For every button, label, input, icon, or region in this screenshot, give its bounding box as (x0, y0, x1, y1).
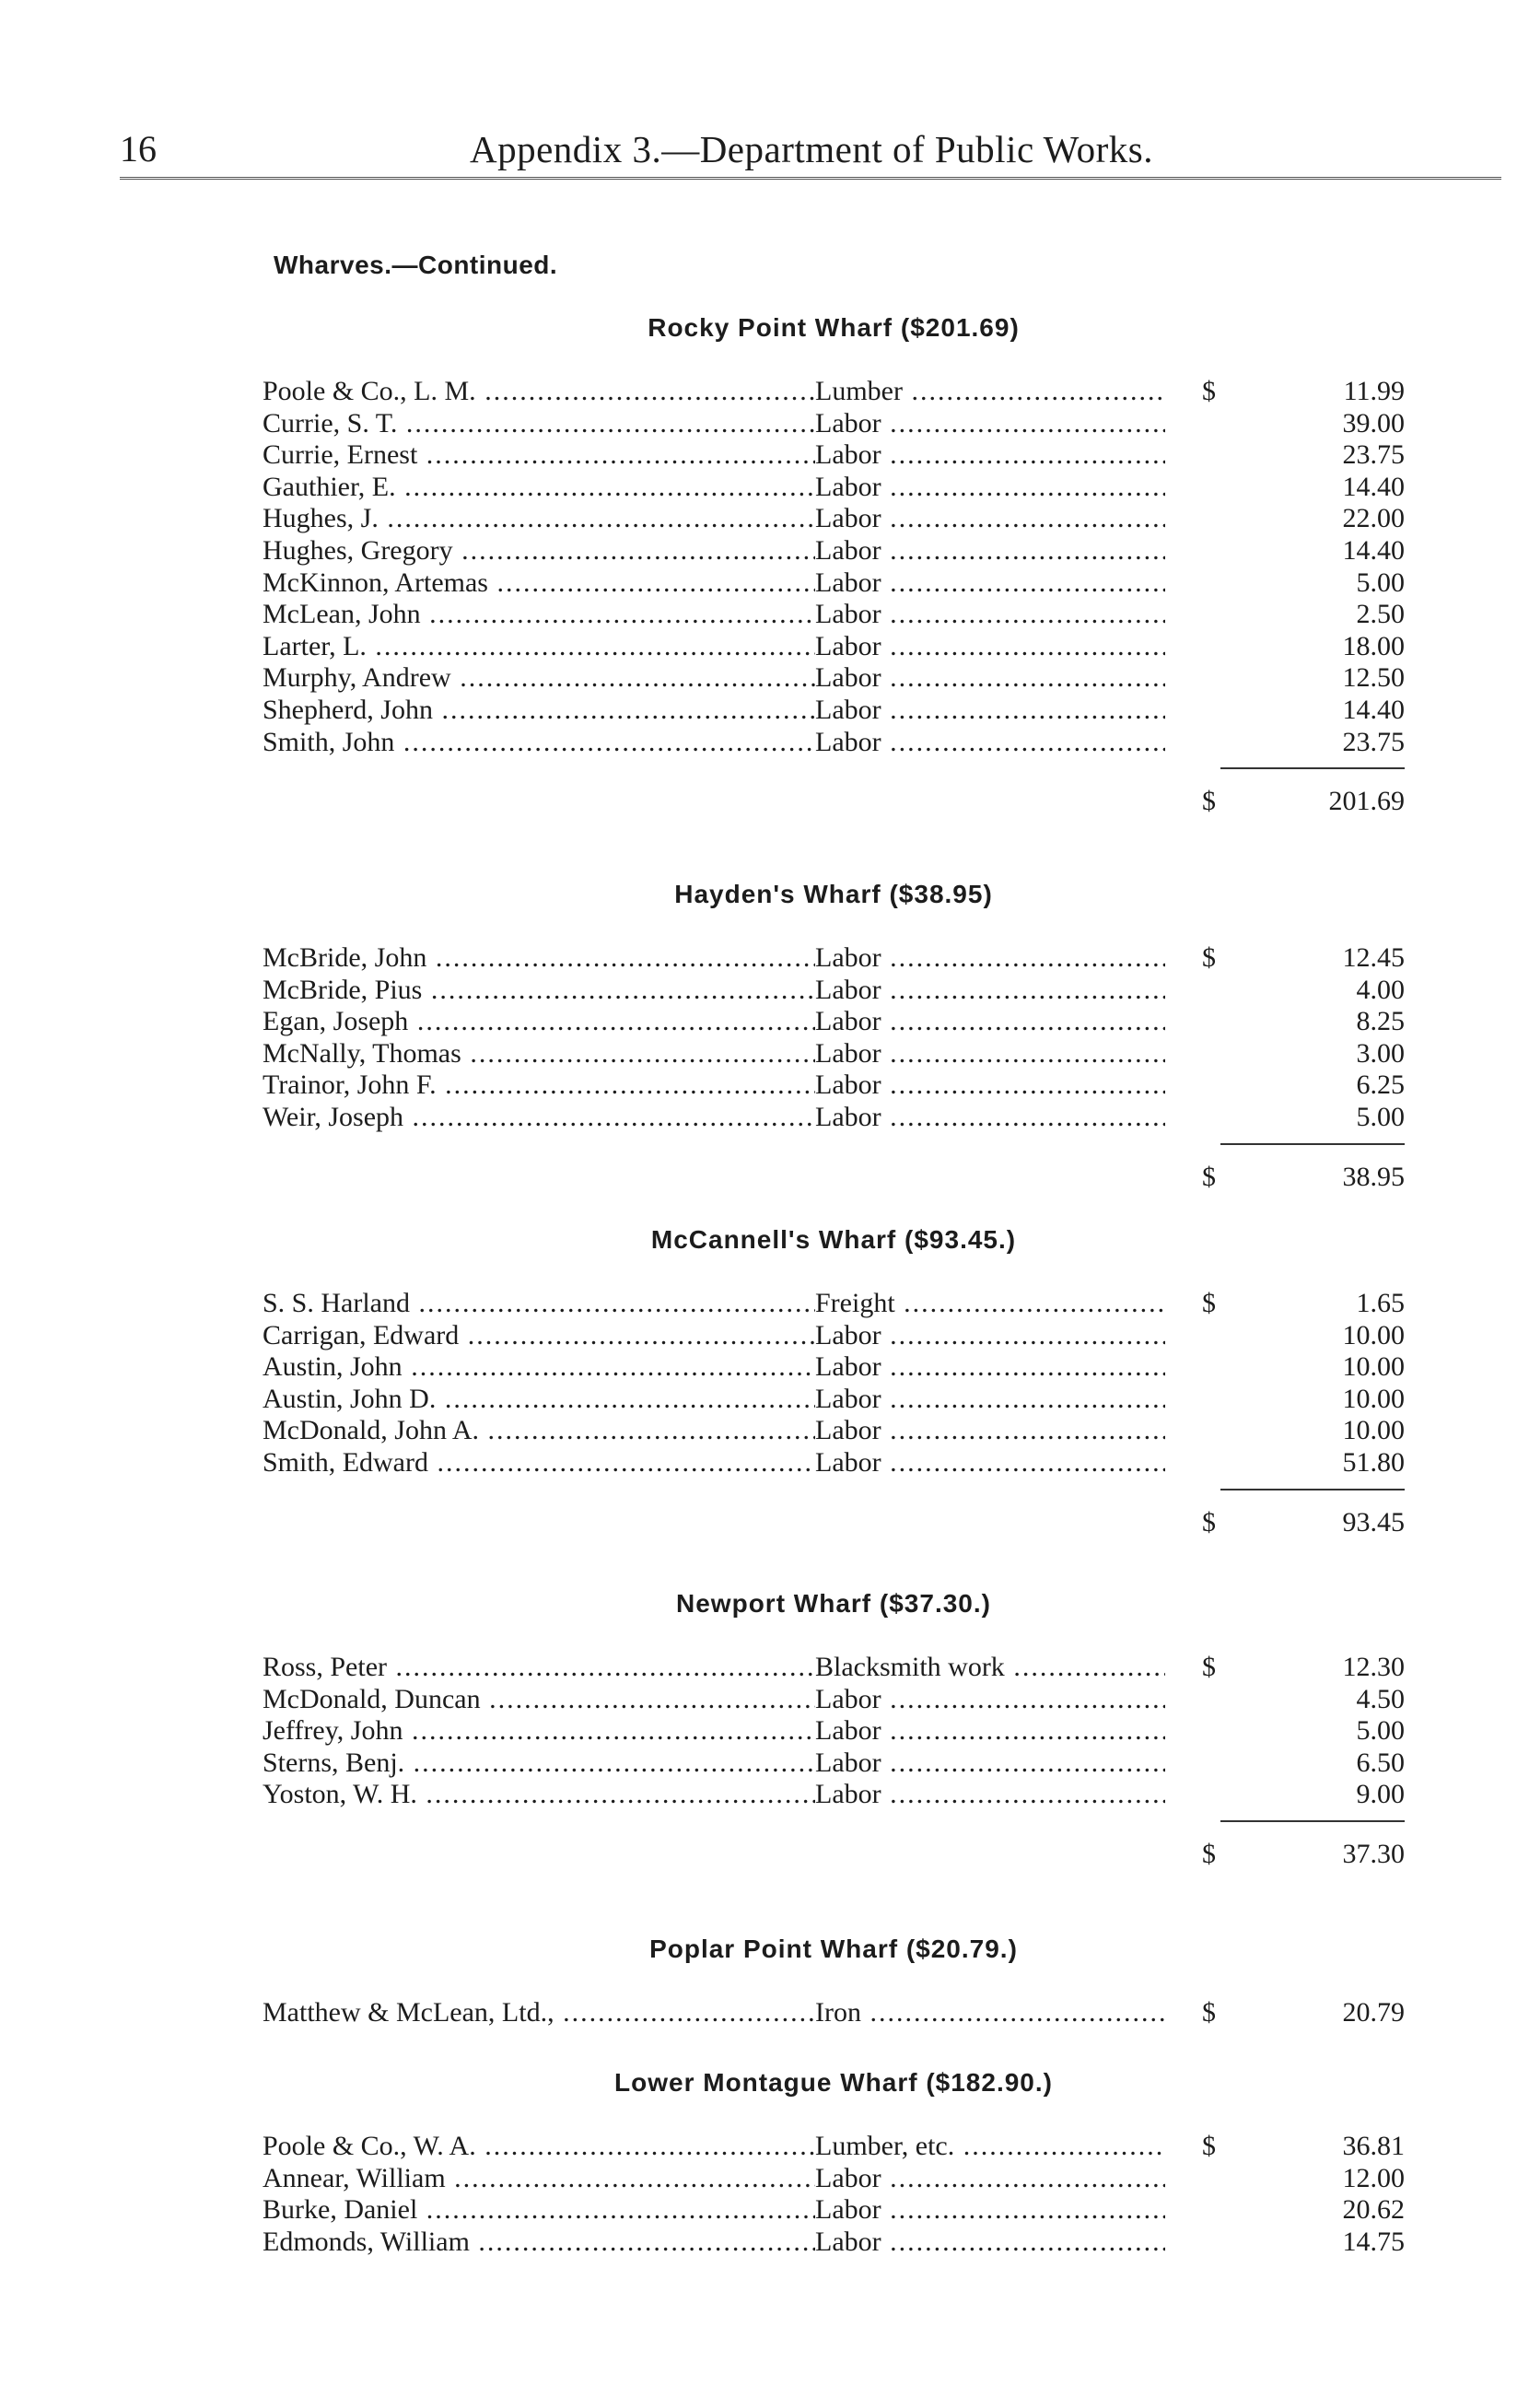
page-number: 16 (120, 128, 157, 169)
entry-row (263, 1102, 1405, 1134)
payee-name: Murphy, Andrew ..... (263, 662, 815, 694)
entry-row (263, 1779, 1405, 1811)
payee-name: Edmonds, William ..... (263, 2227, 815, 2258)
payee-name: Larter, L. ..... (263, 631, 815, 662)
entry-list (263, 376, 1405, 758)
amount: 22.00 (1342, 503, 1405, 534)
item-description: Labor ..... (815, 631, 1165, 662)
item-description: Labor ..... (815, 1038, 1165, 1070)
entry-row (263, 376, 1405, 408)
entry-row (263, 1715, 1405, 1748)
item-description: Labor ..... (815, 2227, 1165, 2258)
item-description: Labor ..... (815, 1320, 1165, 1351)
amount: 9.00 (1356, 1779, 1405, 1810)
entry-row (263, 1288, 1405, 1320)
amount: 14.75 (1342, 2226, 1405, 2257)
item-description: Labor ..... (815, 408, 1165, 439)
total-dollar-sign: $ (1202, 1161, 1216, 1192)
amount: 51.80 (1342, 1446, 1405, 1478)
item-description: Labor ..... (815, 942, 1165, 974)
total-dollar-sign: $ (1202, 1839, 1216, 1869)
entry-row (263, 2163, 1405, 2195)
entry-row (263, 472, 1405, 504)
entry-row (263, 1748, 1405, 1780)
item-description: Labor ..... (815, 535, 1165, 567)
entry-list (263, 1997, 1405, 2029)
item-description: Labor ..... (815, 1351, 1165, 1383)
amount: 14.40 (1342, 694, 1405, 725)
entry-row (263, 1070, 1405, 1102)
payee-name: Poole & Co., L. M. ..... (263, 376, 815, 407)
payee-name: McNally, Thomas ..... (263, 1038, 815, 1070)
total-amount: 37.30 (1342, 1839, 1405, 1869)
payee-name: Yoston, W. H. ..... (263, 1779, 815, 1810)
amount: 23.75 (1342, 439, 1405, 471)
item-description: Labor ..... (815, 1070, 1165, 1101)
payee-name: McBride, John ..... (263, 942, 815, 974)
payee-name: McDonald, Duncan ..... (263, 1684, 815, 1715)
payee-name: Burke, Daniel ..... (263, 2194, 815, 2226)
total-amount: 93.45 (1342, 1506, 1405, 1537)
amount: 6.25 (1356, 1070, 1405, 1101)
entry-list (263, 1288, 1405, 1479)
item-description: Labor ..... (815, 662, 1165, 694)
total-dollar-sign: $ (1202, 1506, 1216, 1537)
section-title: McCannell's Wharf ($93.45.) (650, 1225, 1017, 1254)
item-description: Labor ..... (815, 1684, 1165, 1715)
section-title: Lower Montague Wharf ($182.90.) (614, 2068, 1053, 2097)
amount: 4.50 (1356, 1683, 1405, 1714)
item-description: Labor ..... (815, 1748, 1165, 1779)
entry-row (263, 1384, 1405, 1416)
payee-name: Ross, Peter ..... (263, 1652, 815, 1683)
item-description: Iron ..... (815, 1997, 1165, 2028)
total-rule (1220, 1820, 1405, 1822)
payee-name: Carrigan, Edward ..... (263, 1320, 815, 1351)
entry-row (263, 2227, 1405, 2259)
entry-list (263, 1652, 1405, 1811)
entry-row (263, 975, 1405, 1007)
item-description: Labor ..... (815, 2194, 1165, 2226)
entry-row (263, 2194, 1405, 2227)
item-description: Labor ..... (815, 503, 1165, 534)
amount: 3.00 (1356, 1037, 1405, 1069)
payee-name: Sterns, Benj. ..... (263, 1748, 815, 1779)
entry-row (263, 1652, 1405, 1684)
entry-list (263, 942, 1405, 1134)
amount: 6.50 (1356, 1747, 1405, 1778)
item-description: Labor ..... (815, 599, 1165, 630)
entry-list (263, 2131, 1405, 2258)
entry-row (263, 1447, 1405, 1479)
payee-name: Poole & Co., W. A. ..... (263, 2131, 815, 2162)
payee-name: Currie, S. T. ..... (263, 408, 815, 439)
entry-row (263, 503, 1405, 535)
item-description: Labor ..... (815, 727, 1165, 758)
total-amount: 201.69 (1328, 786, 1405, 817)
amount: 12.50 (1342, 662, 1405, 694)
entry-row (263, 1320, 1405, 1352)
entry-row (263, 631, 1405, 663)
amount: 23.75 (1342, 726, 1405, 757)
payee-name: Smith, Edward ..... (263, 1447, 815, 1479)
item-description: Labor ..... (815, 2163, 1165, 2194)
payee-name: McKinnon, Artemas ..... (263, 567, 815, 599)
amount: 5.00 (1356, 1715, 1405, 1747)
amount: 20.62 (1342, 2194, 1405, 2226)
entry-row (263, 942, 1405, 975)
payee-name: Austin, John D. ..... (263, 1384, 815, 1415)
amount: 12.30 (1342, 1652, 1405, 1682)
payee-name: Annear, William ..... (263, 2163, 815, 2194)
payee-name: Jeffrey, John ..... (263, 1715, 815, 1747)
section-title: Poplar Point Wharf ($20.79.) (649, 1935, 1018, 1963)
item-description: Labor ..... (815, 975, 1165, 1006)
item-description: Labor ..... (815, 1102, 1165, 1133)
amount: 11.99 (1343, 376, 1405, 406)
entry-row (263, 1038, 1405, 1070)
payee-name: Egan, Joseph ..... (263, 1006, 815, 1037)
total-rule (1220, 1489, 1405, 1490)
payee-name: Currie, Ernest ..... (263, 439, 815, 471)
amount: 10.00 (1342, 1383, 1405, 1414)
item-description: Labor ..... (815, 1006, 1165, 1037)
dollar-sign: $ (1202, 942, 1216, 973)
section-title: Hayden's Wharf ($38.95) (674, 880, 993, 908)
entry-row (263, 1997, 1405, 2029)
total-dollar-sign: $ (1202, 786, 1216, 817)
running-title: Appendix 3.—Department of Public Works. (470, 128, 1153, 170)
payee-name: Hughes, Gregory ..... (263, 535, 815, 567)
amount: 10.00 (1342, 1319, 1405, 1350)
entry-row (263, 567, 1405, 600)
item-description: Labor ..... (815, 1447, 1165, 1479)
total-amount: 38.95 (1342, 1161, 1405, 1192)
amount: 8.25 (1356, 1006, 1405, 1037)
payee-name: Trainor, John F. ..... (263, 1070, 815, 1101)
entry-row (263, 727, 1405, 759)
item-description: Blacksmith work ..... (815, 1652, 1165, 1683)
amount: 1.65 (1356, 1288, 1405, 1318)
entry-row (263, 408, 1405, 440)
entry-row (263, 2131, 1405, 2163)
payee-name: McDonald, John A. ..... (263, 1415, 815, 1446)
section-title: Newport Wharf ($37.30.) (676, 1589, 991, 1618)
amount: 14.40 (1342, 471, 1405, 502)
payee-name: Weir, Joseph ..... (263, 1102, 815, 1133)
item-description: Freight ..... (815, 1288, 1165, 1319)
header-rule (120, 177, 1501, 180)
item-description: Labor ..... (815, 1715, 1165, 1747)
payee-name: Smith, John ..... (263, 727, 815, 758)
page-header (120, 120, 1501, 175)
amount: 10.00 (1342, 1351, 1405, 1383)
dollar-sign: $ (1202, 1997, 1216, 2028)
entry-row (263, 662, 1405, 695)
amount: 12.00 (1342, 2162, 1405, 2193)
amount: 14.40 (1342, 534, 1405, 566)
entry-row (263, 695, 1405, 727)
item-description: Labor ..... (815, 472, 1165, 503)
item-description: Lumber, etc. ..... (815, 2131, 1165, 2162)
payee-name: Gauthier, E. ..... (263, 472, 815, 503)
entry-row (263, 1351, 1405, 1384)
item-description: Labor ..... (815, 1779, 1165, 1810)
item-description: Labor ..... (815, 567, 1165, 599)
payee-name: McLean, John ..... (263, 599, 815, 630)
amount: 5.00 (1356, 1101, 1405, 1132)
amount: 5.00 (1356, 567, 1405, 598)
dollar-sign: $ (1202, 2131, 1216, 2161)
item-description: Labor ..... (815, 439, 1165, 471)
entry-row (263, 1684, 1405, 1716)
dollar-sign: $ (1202, 1288, 1216, 1318)
amount: 36.81 (1342, 2131, 1405, 2161)
item-description: Lumber ..... (815, 376, 1165, 407)
item-description: Labor ..... (815, 1415, 1165, 1446)
payee-name: McBride, Pius ..... (263, 975, 815, 1006)
payee-name: Matthew & McLean, Ltd., ..... (263, 1997, 815, 2028)
entry-row (263, 439, 1405, 472)
payee-name: Hughes, J. ..... (263, 503, 815, 534)
payee-name: S. S. Harland ..... (263, 1288, 815, 1319)
payee-name: Shepherd, John ..... (263, 695, 815, 726)
amount: 10.00 (1342, 1415, 1405, 1446)
entry-row (263, 535, 1405, 567)
entry-row (263, 1006, 1405, 1038)
entry-row (263, 1415, 1405, 1447)
amount: 12.45 (1342, 942, 1405, 973)
payee-name: Austin, John ..... (263, 1351, 815, 1383)
amount: 2.50 (1356, 599, 1405, 630)
amount: 39.00 (1342, 407, 1405, 438)
total-rule (1220, 1143, 1405, 1145)
dollar-sign: $ (1202, 376, 1216, 406)
entry-row (263, 599, 1405, 631)
item-description: Labor ..... (815, 1384, 1165, 1415)
amount: 20.79 (1342, 1997, 1405, 2028)
amount: 18.00 (1342, 630, 1405, 661)
continued-heading: Wharves.—Continued. (274, 251, 558, 279)
section-title: Rocky Point Wharf ($201.69) (648, 313, 1020, 342)
dollar-sign: $ (1202, 1652, 1216, 1682)
amount: 4.00 (1356, 974, 1405, 1005)
total-rule (1220, 767, 1405, 769)
item-description: Labor ..... (815, 695, 1165, 726)
